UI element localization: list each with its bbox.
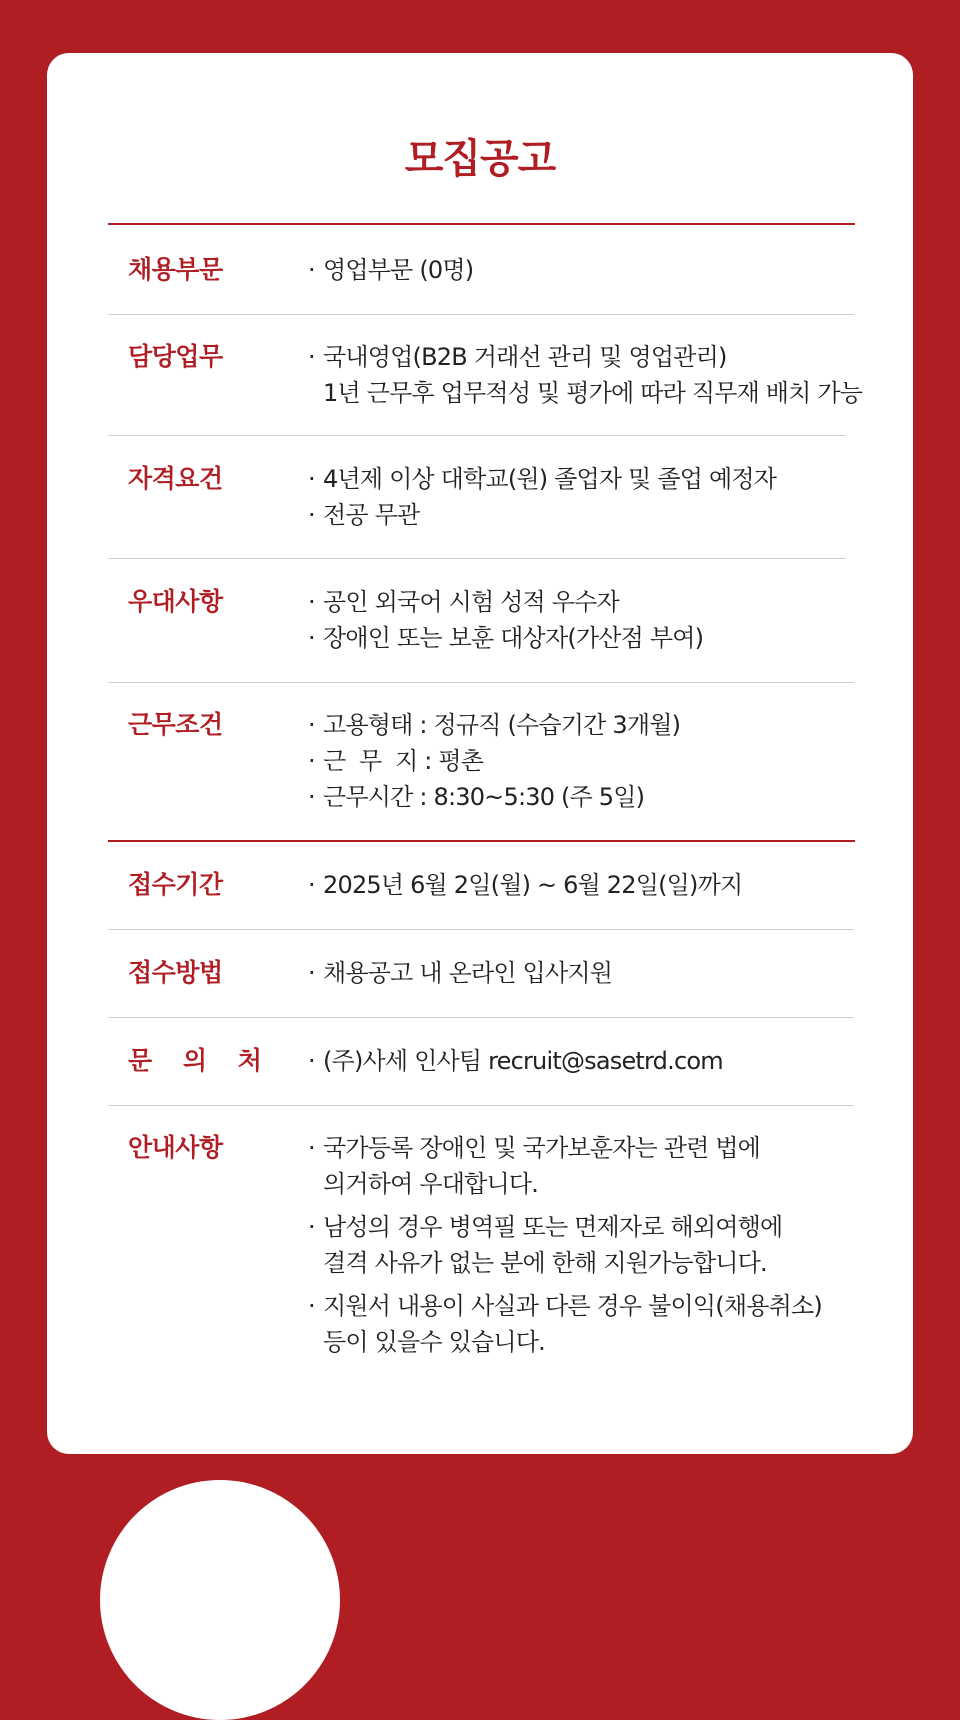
label-position: 채용부문 <box>128 255 223 284</box>
label-preferences: 우대사항 <box>128 587 223 616</box>
period-text: 2025년 6월 2일(월) ~ 6월 22일(일)까지 <box>323 871 743 899</box>
qualifications-item <box>308 497 419 533</box>
bullet: · <box>308 1213 315 1241</box>
preferences-text-2: 장애인 또는 보훈 대상자(가산점 부여) <box>323 624 704 652</box>
duties-item <box>308 339 862 411</box>
row-divider <box>108 314 854 315</box>
page-title: 모집공고 <box>404 136 556 182</box>
notes-item <box>308 1130 760 1202</box>
bullet: · <box>308 783 315 811</box>
notes-continuation-3: 등이 있을수 있습니다. <box>323 1328 545 1356</box>
conditions-item <box>308 779 644 815</box>
bullet: · <box>308 256 315 284</box>
period-item <box>308 867 742 903</box>
bullet: · <box>308 465 315 493</box>
duties-continuation: 1년 근무후 업무적성 및 평가에 따라 직무재 배치 가능 <box>323 379 863 407</box>
qualifications-text-1: 4년제 이상 대학교(원) 졸업자 및 졸업 예정자 <box>323 465 777 493</box>
bullet: · <box>308 711 315 739</box>
bullet: · <box>308 871 315 899</box>
bullet: · <box>308 1134 315 1162</box>
bullet: · <box>308 959 315 987</box>
bullet: · <box>308 343 315 371</box>
preferences-item <box>308 584 619 620</box>
row-divider <box>108 1017 854 1018</box>
duties-text: 국내영업(B2B 거래선 관리 및 영업관리) <box>323 343 727 371</box>
contact-text: (주)사세 인사팀 recruit@sasetrd.com <box>323 1047 723 1075</box>
method-item <box>308 955 612 991</box>
bullet: · <box>308 1047 315 1075</box>
conditions-item <box>308 743 483 779</box>
bullet: · <box>308 588 315 616</box>
conditions-item <box>308 707 680 743</box>
label-notes: 안내사항 <box>128 1133 223 1162</box>
row-divider <box>108 558 846 559</box>
work-location-text: 근 무 지 : 평촌 <box>323 747 484 775</box>
notes-text-2: 남성의 경우 병역필 또는 면제자로 해외여행에 <box>323 1213 783 1241</box>
label-method: 접수방법 <box>128 958 223 987</box>
section-divider <box>108 840 855 842</box>
work-hours-text: 근무시간 : 8:30~5:30 (주 5일) <box>323 783 645 811</box>
notes-continuation-1: 의거하여 우대합니다. <box>323 1170 539 1198</box>
label-qualifications: 자격요건 <box>128 464 223 493</box>
label-period: 접수기간 <box>128 870 223 899</box>
bullet: · <box>308 1292 315 1320</box>
notes-text-1: 국가등록 장애인 및 국가보훈자는 관련 법에 <box>323 1134 761 1162</box>
preferences-text-1: 공인 외국어 시험 성적 우수자 <box>323 588 619 616</box>
contact-item <box>308 1043 723 1079</box>
notes-continuation-2: 결격 사유가 없는 분에 한해 지원가능합니다. <box>323 1249 767 1277</box>
label-conditions: 근무조건 <box>128 710 223 739</box>
position-text: 영업부문 (0명) <box>323 256 474 284</box>
row-divider <box>108 435 846 436</box>
position-item <box>308 252 473 288</box>
title-divider <box>108 223 855 225</box>
preferences-item <box>308 620 703 656</box>
label-contact: 문 의 처 <box>128 1046 273 1075</box>
row-divider <box>108 1105 854 1106</box>
bullet: · <box>308 501 315 529</box>
qualifications-item <box>308 461 776 497</box>
label-duties: 담당업무 <box>128 342 223 371</box>
decorative-circle <box>100 1480 340 1720</box>
bullet: · <box>308 624 315 652</box>
qualifications-text-2: 전공 무관 <box>323 501 420 529</box>
row-divider <box>108 682 854 683</box>
notes-item <box>308 1288 822 1360</box>
method-text: 채용공고 내 온라인 입사지원 <box>323 959 613 987</box>
notes-text-3: 지원서 내용이 사실과 다른 경우 불이익(채용취소) <box>323 1292 822 1320</box>
notes-item <box>308 1209 782 1281</box>
employment-type-text: 고용형태 : 정규직 (수습기간 3개월) <box>323 711 681 739</box>
bullet: · <box>308 747 315 775</box>
row-divider <box>108 929 854 930</box>
